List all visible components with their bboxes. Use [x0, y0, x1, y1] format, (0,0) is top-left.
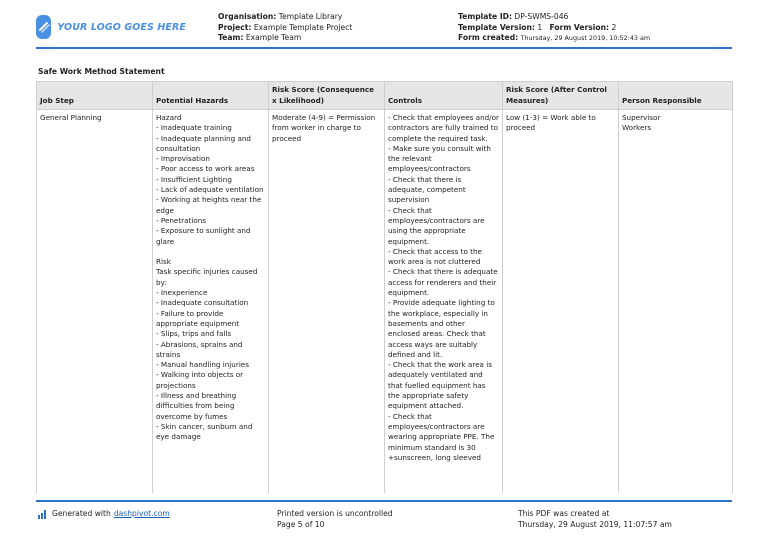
controls-cell	[385, 110, 503, 493]
page-number: Page 5 of 10	[277, 519, 325, 529]
logo-text: YOUR LOGO GOES HERE	[57, 21, 186, 33]
printed-note: Printed version is uncontrolled	[277, 509, 393, 518]
hazard-line: - Exposure to sunlight and glare	[156, 226, 253, 246]
table-row	[37, 110, 733, 493]
organisation-label: Organisation:	[218, 12, 277, 21]
person-line: Supervisor	[622, 113, 661, 122]
hazard-line: - Inadequate planning and consultation	[156, 133, 254, 153]
hazard-line: - Lack of adequate ventilation	[156, 185, 264, 195]
form-created-label: Form created:	[458, 33, 519, 42]
job-step-cell: General Planning	[37, 110, 153, 493]
hazard-line: - Slips, trips and falls	[156, 329, 232, 339]
hazard-line: - Walking into objects or projections	[156, 370, 246, 390]
control-line: - Check that there is adequate, competent supervision	[388, 174, 468, 205]
header-job-step: Job Step	[37, 82, 153, 110]
hazard-line: - Abrasions, sprains and strains	[156, 339, 245, 359]
generated-with-text: Generated with	[52, 509, 111, 518]
control-line: - Check that access to the work area is not cluttered	[388, 246, 485, 267]
control-line: - Check that employees and/or contractors are fully trained to complete the required task.	[388, 113, 502, 143]
page-header	[0, 0, 768, 50]
hazard-line: - Inadequate consultation	[156, 298, 249, 308]
logo-badge-icon	[36, 15, 51, 39]
chart-bars-icon	[38, 510, 47, 519]
hazard-line: Risk	[156, 257, 171, 267]
project-value: Example Template Project	[253, 22, 353, 32]
control-line: - Provide adequate lighting to the workplace, especially in basements and other enclosed areas. Check that access ways are suitably defined and lit.	[388, 298, 498, 359]
swms-table	[36, 81, 733, 493]
company-logo	[36, 13, 186, 41]
control-line: - Check that the work area is adequately ventilated and that fuelled equipment has the appropriate safety equipment attached.	[388, 360, 495, 411]
template-version-value: 1	[537, 22, 543, 32]
organisation-value: Template Library	[278, 12, 343, 21]
form-version-value: 2	[611, 22, 617, 32]
hazard-line: - Insufficient Lighting	[156, 174, 232, 184]
risk-after-cell: Low (1-3) = Work able to proceed	[503, 110, 619, 493]
header-divider	[36, 47, 732, 49]
project-label: Project:	[218, 22, 252, 32]
footer-divider	[36, 500, 732, 502]
form-created-value: Thursday, 29 August 2019, 10:52:43 am	[520, 34, 651, 42]
hazard-line: Task specific injuries caused by:	[156, 267, 260, 287]
footer-print-note	[277, 509, 393, 530]
team-label: Team:	[218, 33, 244, 42]
table-header-row	[37, 82, 733, 110]
control-line: - Check that employees/contractors are using the appropriate equipment.	[388, 205, 487, 246]
header-potential-hazards: Potential Hazards	[153, 82, 269, 110]
organisation-meta	[218, 12, 352, 44]
form-version-label: Form Version:	[549, 22, 610, 32]
person-line: Workers	[622, 123, 652, 133]
template-meta	[458, 12, 650, 44]
hazard-line: Hazard	[156, 113, 182, 122]
dashpivot-link[interactable]: dashpivot.com	[113, 509, 170, 518]
risk-score-cell: Moderate (4-9) = Permission from worker in charge to proceed	[269, 110, 385, 493]
hazard-line: - Skin cancer, sunburn and eye damage	[156, 421, 255, 442]
hazard-line: - Working at heights near the edge	[156, 195, 264, 215]
footer-pdf-created	[518, 509, 672, 530]
logo-mark-icon	[37, 20, 51, 34]
hazard-line: - Failure to provide appropriate equipment	[156, 308, 240, 328]
section-title: Safe Work Method Statement	[38, 67, 165, 76]
header-risk-score: Risk Score (Consequence x Likelihood)	[269, 82, 385, 110]
hazard-line: - Improvisation	[156, 154, 210, 164]
header-risk-after: Risk Score (After Control Measures)	[503, 82, 619, 110]
template-version-label: Template Version:	[458, 22, 535, 32]
hazard-line: - Inadequate training	[156, 123, 232, 133]
hazard-line: - Poor access to work areas	[156, 164, 255, 174]
control-line: - Check that there is adequate access for renderers and their equipment.	[388, 267, 500, 298]
pdf-created-value: Thursday, 29 August 2019, 11:07:57 am	[518, 519, 672, 529]
person-responsible-cell	[619, 110, 733, 493]
control-line: - Make sure you consult with the relevant employees/contractors	[388, 143, 494, 174]
template-id-value: DP-SWMS-046	[514, 12, 569, 21]
header-controls: Controls	[385, 82, 503, 110]
control-line: - Check that employees/contractors are wearing appropriate PPE. The minimum standard is 30 +sunscreen, long sleeved	[388, 411, 497, 462]
hazard-spacer	[156, 247, 265, 257]
footer-generated	[38, 509, 170, 520]
hazard-line: - Penetrations	[156, 215, 207, 225]
hazard-line: - Manual handling injuries	[156, 360, 249, 370]
pdf-created-label: This PDF was created at	[518, 509, 610, 518]
header-person-responsible: Person Responsible	[619, 82, 733, 110]
hazard-line: - Illness and breathing difficulties from being overcome by fumes	[156, 391, 239, 421]
hazards-cell	[153, 110, 269, 493]
hazard-line: - Inexperience	[156, 288, 208, 298]
template-id-label: Template ID:	[458, 12, 512, 21]
team-value: Example Team	[245, 33, 302, 42]
